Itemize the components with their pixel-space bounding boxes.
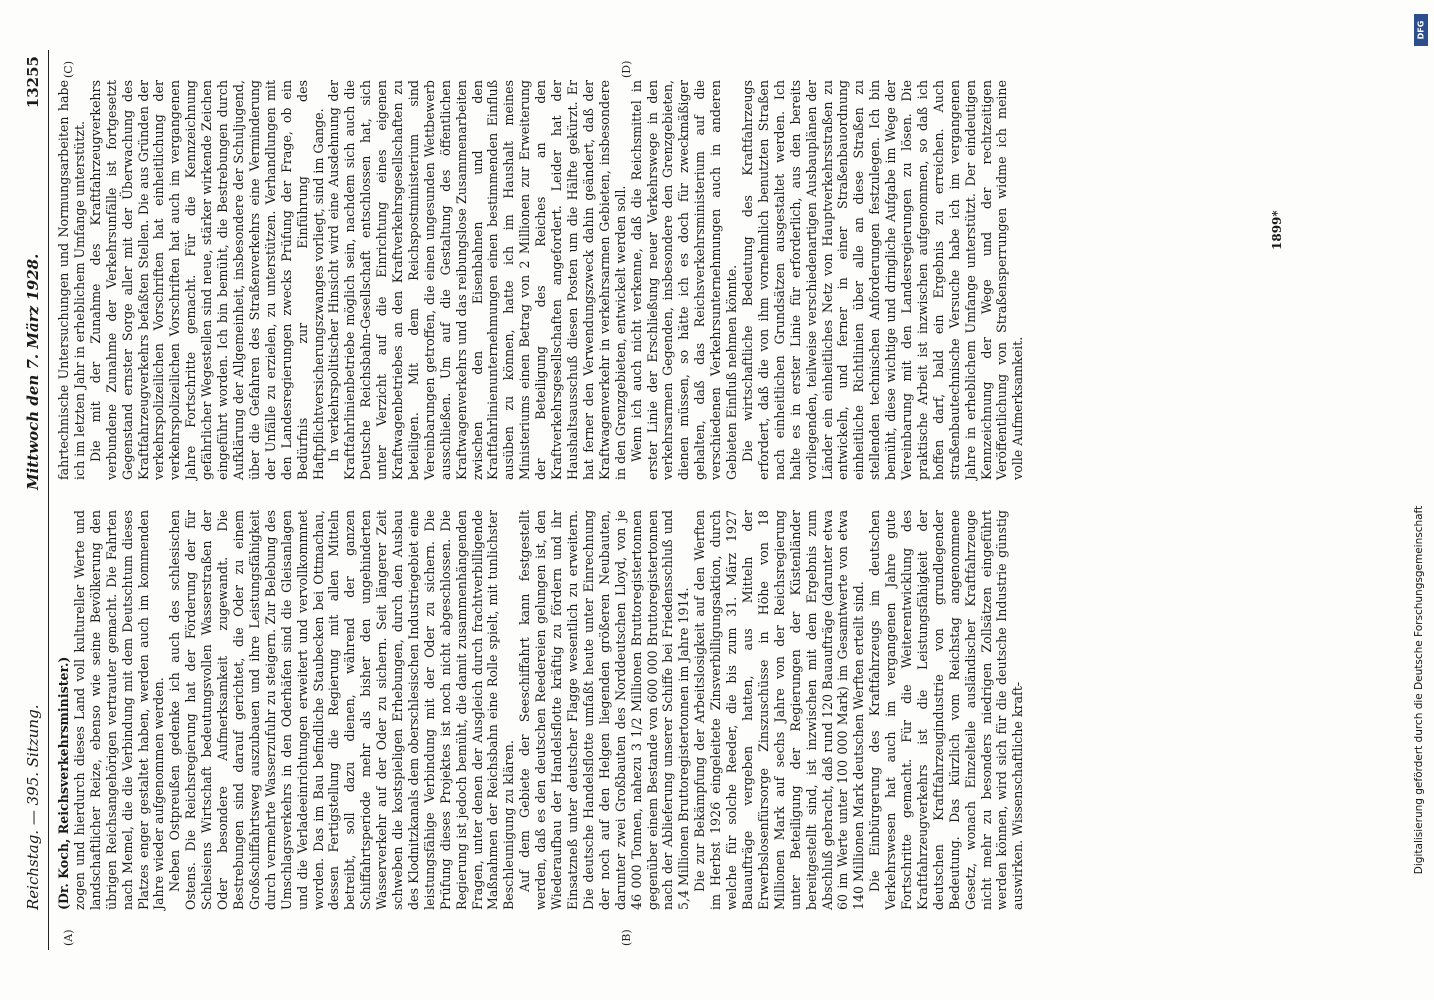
left-paragraph: Die Einbürgerung des Kraftfahrzeugs im deutschen Verkehrswesen hat auch im vergangenen Jahre gute Fortschritte gemacht. Für die Weiterentwicklung des Kraftfahrzeugverkehrs ist die Leistungsfähigkeit der deutschen Kraftfahrzeugindustrie von grundlegender Bedeutung. Das kürzlich vom Reichstag angenommene Gesetz, wonach Einzelteile ausländischer Kraftfahrzeuge nicht mehr zu besonders niedrigen Zollsätzen eingeführt werden können, wird sich für die deutsche Industrie günstig auswirken. Wissenschaftliche kraft- bbox=[867, 510, 1026, 910]
digitization-credit bbox=[1404, 0, 1434, 1000]
dfg-logo-icon bbox=[1414, 14, 1428, 46]
rotated-page-content bbox=[20, 50, 1310, 950]
marker-d: (D) bbox=[620, 60, 633, 78]
right-paragraph: Die mit der Zunahme des Kraftfahrzeugverkehrs verbundene Zunahme der Verkehrsunfälle ist fortgesetzt Gegenstand ernster Sorge aller mit der Überwachung des Kraftfahrzeugverkehrs befaßten Stellen. Die aus Gründen der verkehrspolizeilichen Vorschriften hat einheitlichung der verkehrspolizeilichen Vorschriften hat auch im vergangenen Jahre Fortschritte gemacht. Für die Kennzeichnung gefährlicher Wegestellen sind neue, stärker wirkende Zeichen eingeführt worden. Ich bin bemüht, die Bestrebungen durch Aufklärung der Allgemeinheit, insbesondere der Schuljugend, über die Gefahren des Straßenverkehrs eine Verminderung der Unfälle zu erzielen, zu unterstützen. Verhandlungen mit den Landesregierungen zwecks Prüfung der Frage, ob ein Bedürfnis zur Einführung des Haftpflichtversicherungszwanges vorliegt, sind im Gange. bbox=[87, 80, 326, 480]
page-number: 13255 bbox=[24, 56, 42, 109]
dfg-logo-text: DFG bbox=[1416, 20, 1426, 40]
left-paragraph: zogen und hierdurch dieses Land voll kultureller Werte und landschaftlicher Reize, ebenso wie seine Bevölkerung den übrigen Reichsangehörigen vertrauter gemacht. Die Fahrten nach Memel, die die Verbindung mit dem Deutschtum dieses Platzes enger gestaltet haben, werden auch im kommenden Jahre wieder aufgenommen werden. bbox=[71, 510, 167, 910]
right-paragraph: Wenn ich auch nicht verkenne, daß die Reichsmittel in erster Linie der Erschließung neuer Verkehrswege in den verkehrsarmen Gegenden, insbesondere den Grenzgebieten, dienen müssen, so hätte ich es doch für zweckmäßiger gehalten, daß das Reichsverkehrsministerium auf die verschiedenen Verkehrsunternehmungen auch in anderen Gebieten Einfluß nehmen könnte. bbox=[628, 80, 740, 480]
marker-a: (A) bbox=[62, 929, 75, 946]
sheet-number: 1899* bbox=[1270, 210, 1284, 250]
left-paragraph: Neben Ostpreußen gedenke ich auch des schlesischen Ostens. Die Reichsregierung hat der Förderung der für Schlesiens Wirtschaft bedeutungsvollen Wasserstraßen der Oder besondere Aufmerksamkeit zugewandt. Die Bestrebungen sind darauf gerichtet, die Oder zu einem Großschiffahrtsweg auszubauen und ihre Leistungsfähigkeit durch vermehrte Wasserzufuhr zu steigern. Zur Belebung des Umschlagsverkehrs in den Oderhäfen sind die Gleisanlagen und die Verladeeinrichtungen erweitert und vervollkommnet worden. Das im Bau befindliche Staubecken bei Ottmachau, dessen Fertigstellung die Regierung mit allen Mitteln betreibt, soll dazu dienen, während der ganzen Schiffahrtsperiode mehr als bisher den ungehinderten Wasserverkehr auf der Oder zu sichern. Seit längerer Zeit schweben die kostspieligen Erhebungen, durch den Ausbau des Klodnitzkanals dem oberschlesischen Industriegebiet eine leistungsfähige Verbindung mit der Oder zu sichern. Die Prüfung dieses Projektes ist noch nicht abgeschlossen. Die Regierung ist jedoch bemüht, die damit zusammenhängenden Fragen, unter denen der Ausgleich durch frachtverbilligende Maßnahmen der Reichsbahn eine Rolle spielt, mit tunlichster Beschleunigung zu klären. bbox=[167, 510, 517, 910]
marker-c: (C) bbox=[62, 61, 75, 78]
speaker-label: (Dr. Koch, Reichsverkehrsminister.) bbox=[56, 656, 71, 910]
credit-text: Digitalisierung gefördert durch die Deutsche Forschungsgemeinschaft bbox=[1413, 505, 1425, 875]
marker-b: (B) bbox=[620, 929, 633, 946]
header-left: Reichstag. — 395. Sitzung. bbox=[24, 704, 42, 910]
left-paragraph: Auf dem Gebiete der Seeschiffahrt kann festgestellt werden, daß es den deutschen Reedereien gelungen ist, den Wiederaufbau der Handelsflotte kräftig zu fördern und ihr Einsatzneß unter deutscher Flagge wesentlich zu erweitern. Die deutsche Handelsflotte umfaßt heute unter Einrechnung der noch auf den Helgen liegenden größeren Neubauten, darunter zwei Großbauten des Norddeutschen Lloyd, von je 46 000 Tonnen, nahezu 3 1/2 Millionen Bruttoregistertonnen gegenüber einem Bestande von 600 000 Bruttoregistertonnen nach der Ablieferung unserer Schiffe bei Friedensschluß und 5,4 Millionen Bruttoregistertonnen im Jahre 1914. bbox=[517, 510, 692, 910]
left-column bbox=[56, 510, 1256, 910]
header-date: Mittwoch den 7. März 1928. bbox=[24, 253, 42, 490]
right-column bbox=[56, 80, 1256, 480]
right-paragraph: Die wirtschaftliche Bedeutung des Kraftfahrzeugs erfordert, daß die von ihm vornehmlich benutzten Straßen nach einheitlichen Grundsätzen ausgestaltet werden. Ich halte es in erster Linie für erforderlich, aus den bereits vorliegenden, teilweise verschiedenartigen Ausbauplänen der Länder ein einheitliches Netz von Hauptverkehrsstraßen zu entwickeln, und ferner in einer Straßenbauordnung einheitliche Richtlinien über alle an diese Straßen zu stellenden technischen Anforderungen festzulegen. Ich bin bemüht, diese wichtige und dringliche Aufgabe im Wege der Vereinbarung mit den Landesregierungen zu lösen. Die praktische Arbeit ist inzwischen aufgenommen, so daß ich hoffen darf, bald ein Ergebnis zu erreichen. Auch straßenbautechnische Versuche habe ich im vergangenen Jahre in erheblichem Umfange unterstützt. Der eindeutigen Kennzeichnung der Wege und der rechtzeitigen Veröffentlichung von Straßensperrungen widme ich meine volle Aufmerksamkeit. bbox=[739, 80, 1026, 480]
left-paragraph: Die zur Bekämpfung der Arbeitslosigkeit auf den Werften im Herbst 1926 eingeleitete Zinsverbilligungsaktion, durch welche für solche Reeder, die bis zum 31. März 1927 Bauaufträge vergeben hatten, aus Mitteln der Erwerbslosenfürsorge Zinszuschüsse in Höhe von 18 Millionen Mark auf sechs Jahre von der Reichsregierung unter Beteiligung der Regierungen der Küstenländer bereitgestellt sind, ist inzwischen mit dem Ergebnis zum Abschluß gebracht, daß rund 120 Bauaufträge (darunter etwa 60 im Werte unter 100 000 Mark) im Gesamtwerte von etwa 140 Millionen Mark deutschen Werften erteilt sind. bbox=[692, 510, 867, 910]
right-paragraph: In verkehrspolitischer Hinsicht wird eine Ausdehnung der Kraftfahrlinienbetriebe möglich sein, nachdem sich auch die Deutsche Reichsbahn-Gesellschaft entschlossen hat, sich unter Verzicht auf die Einrichtung eines eigenen Kraftwagenbetriebes an den Kraftverkehrsgesellschaften zu beteiligen. Mit dem Reichspostministerium sind Vereinbarungen getroffen, die einen ungesunden Wettbewerb ausschließen. Um auf die Gestaltung des öffentlichen Kraftwagenverkehrs und das reibungslose Zusammenarbeiten zwischen den Eisenbahnen und den Kraftfahrlinienunternehmungen einen bestimmenden Einfluß ausüben zu können, hatte ich im Haushalt meines Ministeriums einen Betrag von 2 Millionen zur Erweiterung der Beteiligung des Reiches an den Kraftverkehrsgesellschaften angefordert. Leider hat der Haushaltsausschuß diesen Posten um die Hälfte gekürzt. Er hat ferner den Verwendungszweck dahin geändert, daß der Kraftwagenverkehr in verkehrsarmen Gebieten, insbesondere in den Grenzgebieten, entwickelt werden soll. bbox=[326, 80, 628, 480]
right-paragraph: fahrtechnische Untersuchungen und Normungsarbeiten habe ich im letzten Jahr in erheblichem Umfange unterstützt. bbox=[56, 80, 87, 480]
page-header bbox=[20, 50, 49, 950]
